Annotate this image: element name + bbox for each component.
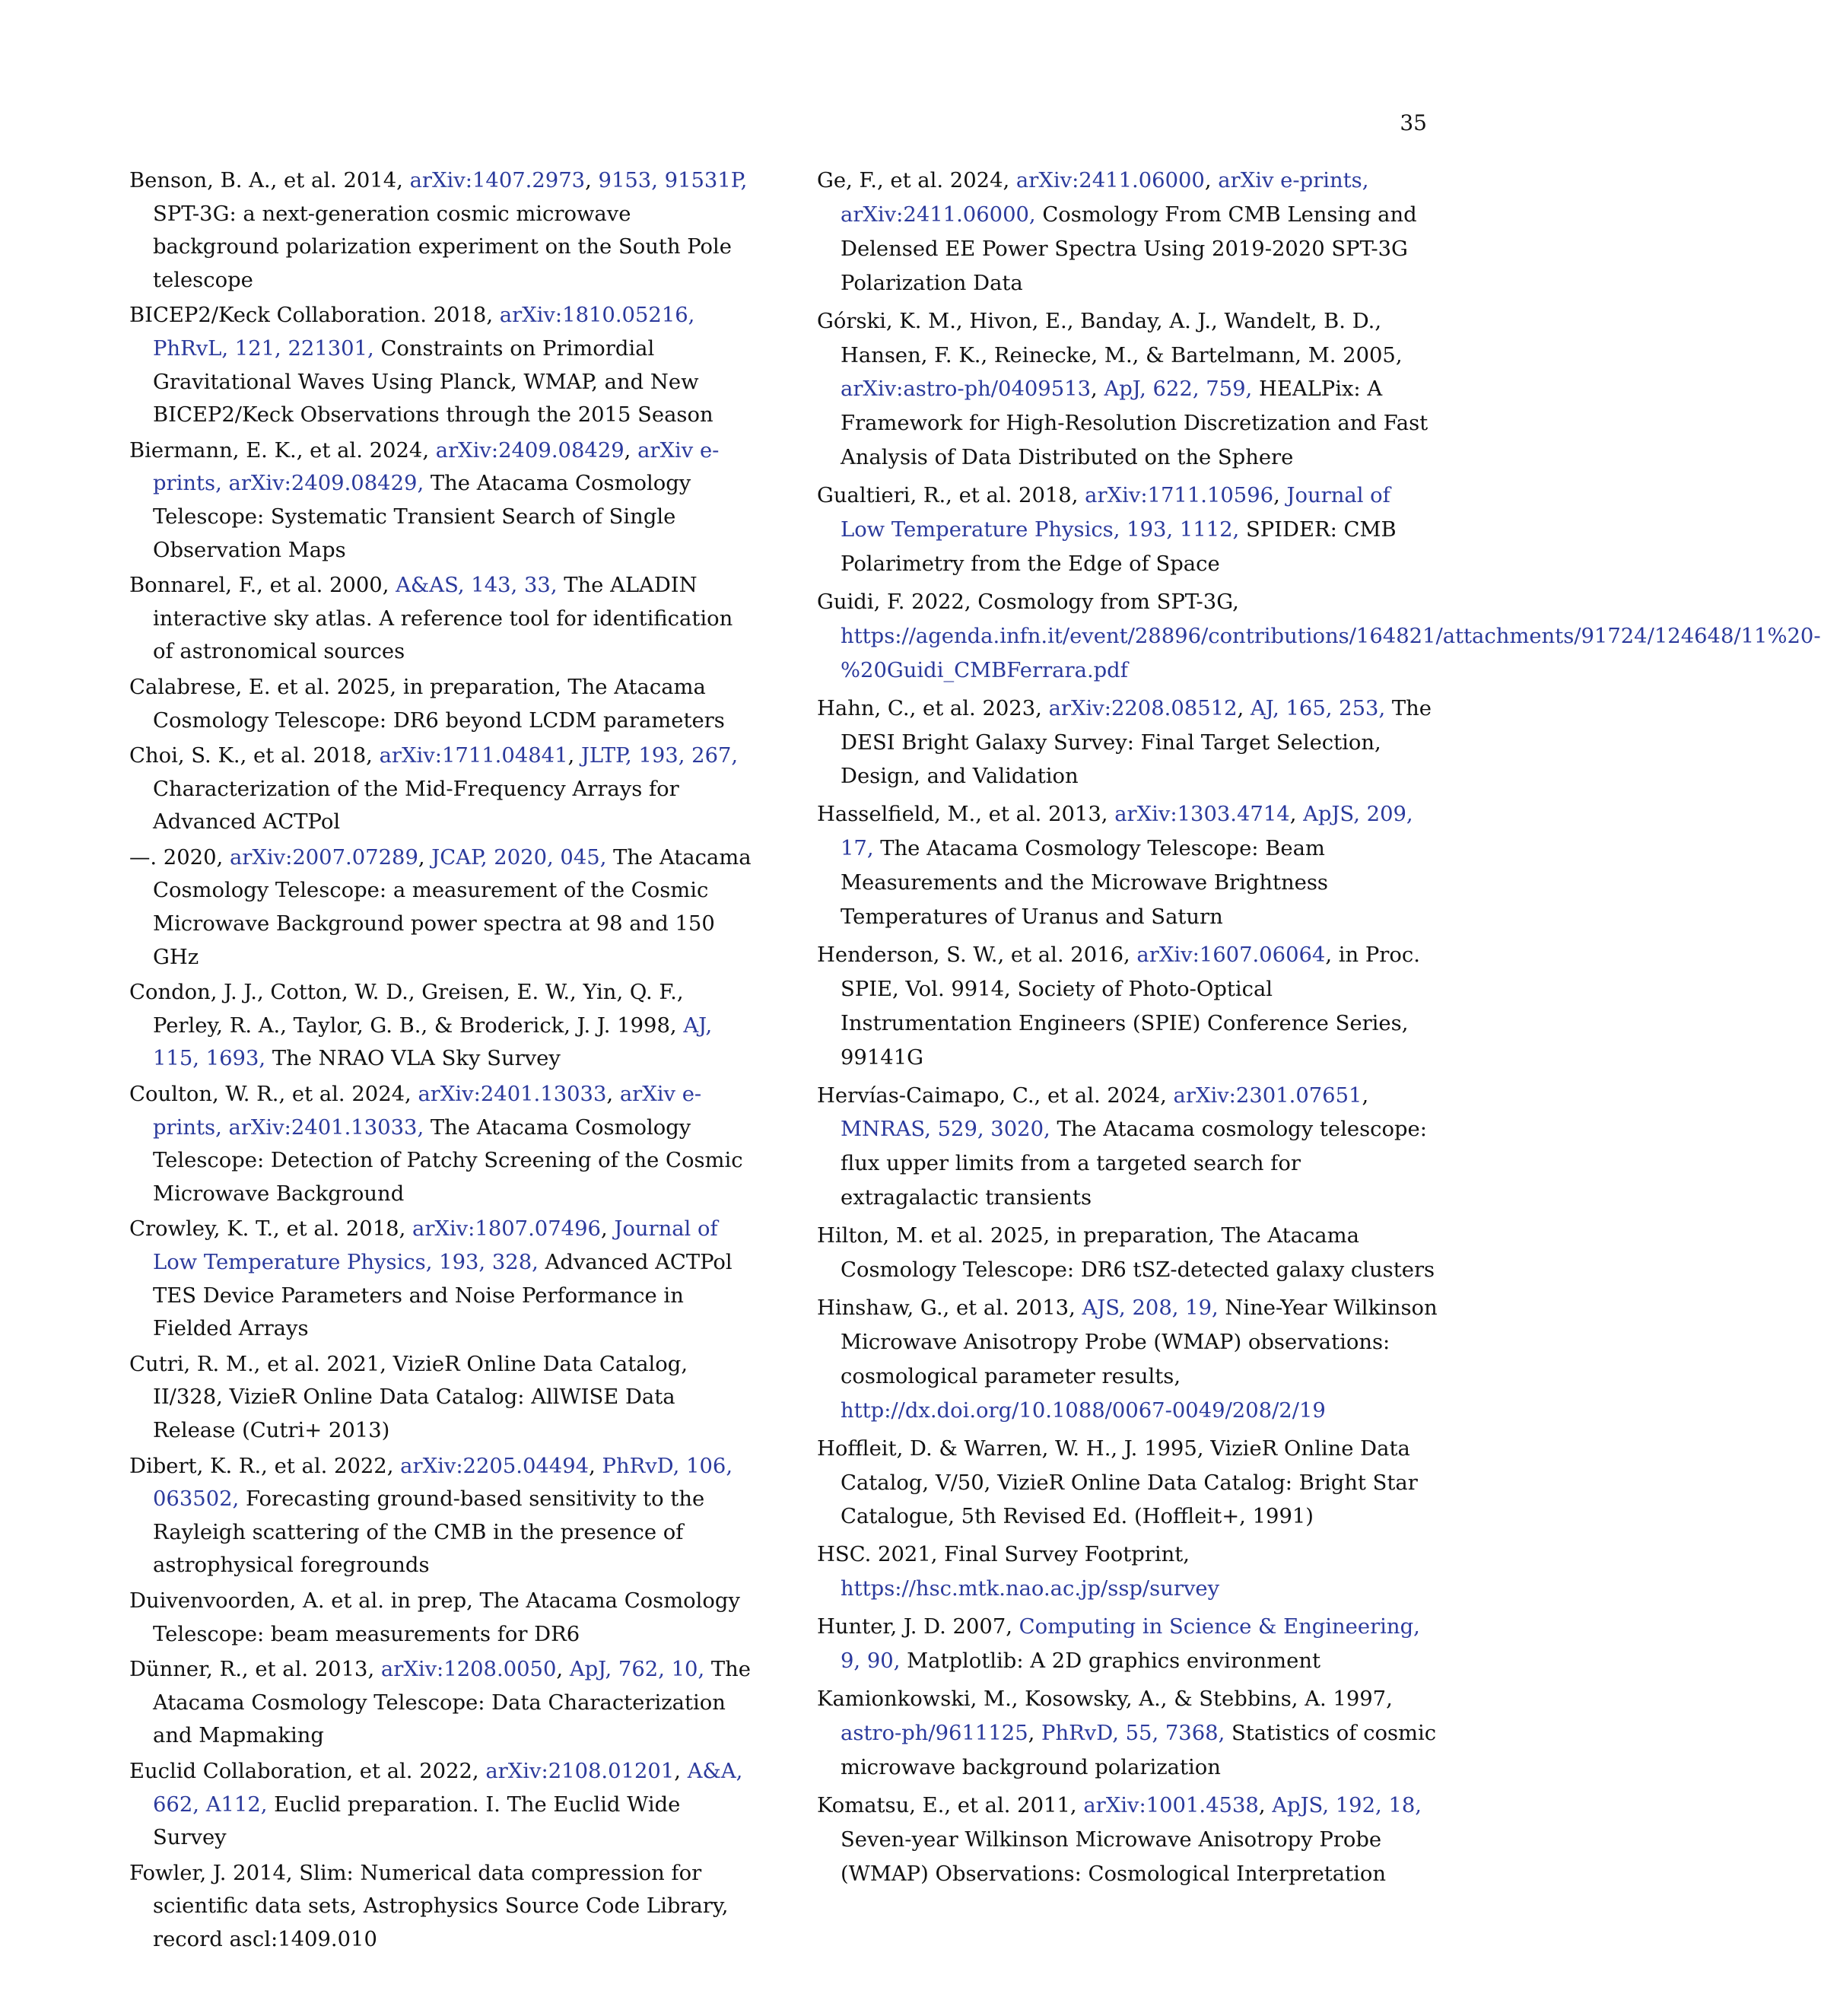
reference-link[interactable]: arXiv:1208.0050 xyxy=(380,1658,557,1682)
reference-text: Seven-year Wilkinson Microwave Anisotropy Probe (WMAP) Observations: Cosmological Interpretation xyxy=(841,1827,1387,1886)
reference-link[interactable]: MNRAS, 529, 3020, xyxy=(841,1118,1050,1142)
reference-link[interactable]: Journal of Low Temperature Physics, 193, 328, xyxy=(153,1217,718,1274)
reference-text: , xyxy=(606,1083,620,1107)
reference-link[interactable]: https://agenda.infn.it/event/28896/contributions/164821/attachments/91724/124648/11%20-%20Guidi_CMBFerrara.pdf xyxy=(841,624,1821,682)
reference-entry xyxy=(817,1789,1441,1892)
reference-entry xyxy=(817,1292,1441,1429)
reference-link[interactable]: arXiv:1711.04841 xyxy=(379,744,568,768)
reference-text: Statistics of cosmic microwave background polarization xyxy=(841,1721,1437,1779)
reference-text: Gualtieri, R., et al. 2018, xyxy=(817,484,1085,508)
reference-entry xyxy=(817,1080,1441,1216)
reference-entry xyxy=(129,434,752,567)
reference-entry xyxy=(817,939,1441,1076)
reference-text: The ALADIN interactive sky atlas. A reference tool for identification of astronomical sources xyxy=(153,574,733,664)
reference-link[interactable]: arXiv:2205.04494 xyxy=(400,1454,590,1478)
reference-entry xyxy=(129,739,752,839)
reference-text: Henderson, S. W., et al. 2016, xyxy=(817,943,1137,967)
reference-entry xyxy=(817,798,1441,935)
reference-text: Condon, J. J., Cotton, W. D., Greisen, E. W., Yin, Q. F., Perley, R. A., Taylor, G. B., & Broderick, J. J. 1998, xyxy=(129,981,684,1038)
reference-link[interactable]: arXiv:2007.07289 xyxy=(229,845,418,870)
reference-link[interactable]: arXiv:1711.10596 xyxy=(1085,484,1274,508)
reference-text: The Atacama Cosmology Telescope: a measurement of the Cosmic Microwave Background power spectra at 98 and 150 GHz xyxy=(153,845,752,969)
reference-text: —. 2020, xyxy=(129,845,230,870)
reference-entry xyxy=(817,1538,1441,1607)
reference-link[interactable]: Journal of Low Temperature Physics, 193, 1112, xyxy=(841,484,1390,542)
reference-text: Hilton, M. et al. 2025, in preparation, The Atacama Cosmology Telescope: DR6 tSZ-detected galaxy clusters xyxy=(817,1224,1435,1283)
reference-text: , xyxy=(1204,169,1219,192)
reference-link[interactable]: arXiv e-prints, arXiv:2409.08429, xyxy=(153,438,720,496)
reference-text: Hoffleit, D. & Warren, W. H., J. 1995, VizieR Online Data Catalog, V/50, VizieR Online Data Catalog: Bright Star Catalogue, 5th Revised Ed. (Hoffleit+, 1991) xyxy=(817,1436,1418,1529)
reference-text: Hinshaw, G., et al. 2013, xyxy=(817,1296,1082,1320)
reference-text: , xyxy=(1237,696,1251,720)
reference-text: , xyxy=(585,169,599,192)
reference-entry xyxy=(817,1433,1441,1535)
reference-text: , xyxy=(1289,803,1304,827)
reference-link[interactable]: arXiv:2108.01201 xyxy=(485,1759,675,1783)
reference-text: Crowley, K. T., et al. 2018, xyxy=(129,1217,412,1242)
reference-text: The NRAO VLA Sky Survey xyxy=(265,1047,561,1071)
reference-entry xyxy=(129,1653,752,1753)
reference-text: SPT-3G: a next-generation cosmic microwave background polarization experiment on the South Pole telescope xyxy=(153,202,732,292)
reference-text: , xyxy=(1258,1793,1273,1817)
reference-link[interactable]: arXiv:1607.06064 xyxy=(1136,943,1326,967)
reference-text: SPIDER: CMB Polarimetry from the Edge of Space xyxy=(841,518,1397,576)
reference-text: Coulton, W. R., et al. 2024, xyxy=(129,1083,418,1107)
reference-link[interactable]: AJS, 208, 19, xyxy=(1082,1296,1219,1320)
reference-text: , xyxy=(1362,1083,1369,1108)
references-left-column xyxy=(129,164,752,1958)
reference-text: Forecasting ground-based sensitivity to the Rayleigh scattering of the CMB in the presence of astrophysical foregrounds xyxy=(153,1487,705,1578)
reference-text: Advanced ACTPol TES Device Parameters and Noise Performance in Fielded Arrays xyxy=(153,1251,733,1341)
reference-text: The Atacama Cosmology Telescope: Beam Measurements and the Microwave Brightness Temperatures of Uranus and Saturn xyxy=(841,837,1328,930)
reference-text: Constraints on Primordial Gravitational Waves Using Planck, WMAP, and New BICEP2/Keck Observations through the 2015 Season xyxy=(153,336,713,428)
reference-text: , xyxy=(556,1658,570,1682)
reference-link[interactable]: ApJS, 192, 18, xyxy=(1272,1793,1422,1817)
references-right-column xyxy=(817,164,1821,1895)
reference-entry xyxy=(129,841,752,974)
reference-text: Biermann, E. K., et al. 2024, xyxy=(129,438,436,463)
reference-link[interactable]: A&AS, 143, 33, xyxy=(396,574,558,598)
reference-entry xyxy=(817,1219,1441,1288)
reference-link[interactable]: arXiv e-prints, arXiv:2401.13033, xyxy=(153,1083,702,1140)
reference-link[interactable]: arXiv:1810.05216, xyxy=(499,304,695,328)
page-number: 35 xyxy=(1400,110,1427,135)
reference-link[interactable]: ApJS, 209, 17, xyxy=(841,803,1413,861)
reference-text: , xyxy=(418,845,432,870)
reference-entry xyxy=(817,1611,1441,1679)
reference-entry xyxy=(129,1213,752,1345)
reference-text: Dünner, R., et al. 2013, xyxy=(129,1658,381,1682)
reference-text: Fowler, J. 2014, Slim: Numerical data compression for scientific data sets, Astrophysics Source Code Library, record ascl:1409.010 xyxy=(129,1861,729,1951)
reference-link[interactable]: ApJ, 762, 10, xyxy=(569,1658,705,1682)
reference-link[interactable]: http://dx.doi.org/10.1088/0067-0049/208/2/19 xyxy=(841,1398,1326,1423)
reference-text: Calabrese, E. et al. 2025, in preparation, The Atacama Cosmology Telescope: DR6 beyond LCDM parameters xyxy=(129,675,725,733)
reference-text: The Atacama cosmology telescope: flux upper limits from a targeted search for extragalactic transients xyxy=(841,1118,1427,1210)
reference-entry xyxy=(817,1683,1441,1785)
reference-text: Characterization of the Mid-Frequency Arrays for Advanced ACTPol xyxy=(153,777,679,835)
reference-text: , xyxy=(1273,484,1287,508)
reference-link[interactable]: PhRvD, 55, 7368, xyxy=(1041,1721,1225,1745)
reference-text: Dibert, K. R., et al. 2022, xyxy=(129,1454,401,1478)
reference-text: HSC. 2021, Final Survey Footprint, xyxy=(817,1543,1190,1567)
reference-text: Benson, B. A., et al. 2014, xyxy=(129,169,410,192)
reference-entry xyxy=(129,1857,752,1957)
reference-link[interactable]: https://hsc.mtk.nao.ac.jp/ssp/survey xyxy=(841,1577,1220,1601)
reference-link[interactable]: AJ, 115, 1693, xyxy=(153,1013,713,1071)
reference-text: Guidi, F. 2022, Cosmology from SPT-3G, xyxy=(817,590,1239,614)
reference-text: Cutri, R. M., et al. 2021, VizieR Online Data Catalog, II/328, VizieR Online Data Catalog: AllWISE Data Release (Cutri+ 2013) xyxy=(129,1352,688,1442)
reference-text: Hervías-Caimapo, C., et al. 2024, xyxy=(817,1083,1174,1108)
reference-link[interactable]: arXiv:astro-ph/0409513 xyxy=(841,377,1092,402)
reference-link[interactable]: arXiv:1001.4538 xyxy=(1083,1793,1259,1817)
reference-entry xyxy=(129,671,752,737)
reference-text: , xyxy=(1028,1721,1042,1745)
reference-text: Hahn, C., et al. 2023, xyxy=(817,696,1049,720)
reference-text: Górski, K. M., Hivon, E., Banday, A. J., Wandelt, B. D., Hansen, F. K., Reinecke, M., & Bartelmann, M. 2005, xyxy=(817,309,1403,367)
reference-text: , xyxy=(1091,377,1104,402)
reference-link[interactable]: arXiv:2409.08429 xyxy=(435,438,624,463)
reference-entry xyxy=(129,299,752,431)
reference-text: Duivenvoorden, A. et al. in prep, The Atacama Cosmology Telescope: beam measurements for DR6 xyxy=(129,1588,740,1646)
reference-link[interactable]: ApJ, 622, 759, xyxy=(1104,377,1253,402)
reference-link[interactable]: Computing in Science & Engineering, 9, 90, xyxy=(841,1615,1420,1674)
reference-link[interactable]: JLTP, 193, 267, xyxy=(580,744,739,768)
reference-text: Cosmology From CMB Lensing and Delensed EE Power Spectra Using 2019-2020 SPT-3G Polarization Data xyxy=(841,202,1417,295)
reference-link[interactable]: arXiv:1807.07496 xyxy=(412,1217,601,1242)
reference-link[interactable]: JCAP, 2020, 045, xyxy=(431,845,607,870)
reference-link[interactable]: arXiv:2208.08512 xyxy=(1048,696,1238,720)
reference-text: Hunter, J. D. 2007, xyxy=(817,1615,1019,1639)
reference-text: Matplotlib: A 2D graphics environment xyxy=(900,1649,1320,1674)
reference-text: , xyxy=(589,1454,602,1478)
reference-link[interactable]: AJ, 165, 253, xyxy=(1250,696,1386,720)
reference-link[interactable]: PhRvL, 121, 221301, xyxy=(153,336,374,361)
reference-link[interactable]: PhRvD, 106, 063502, xyxy=(153,1454,733,1512)
reference-link[interactable]: arXiv e-prints, arXiv:2411.06000, xyxy=(841,169,1369,227)
reference-link[interactable]: arXiv:2301.07651 xyxy=(1173,1083,1362,1108)
reference-entry xyxy=(817,164,1441,301)
reference-entry xyxy=(129,1078,752,1210)
reference-entry xyxy=(129,1585,752,1651)
reference-entry xyxy=(817,305,1441,476)
reference-text: Hasselfield, M., et al. 2013, xyxy=(817,803,1115,827)
reference-link[interactable]: 9153, 91531P, xyxy=(598,169,748,192)
reference-link[interactable]: A&A, 662, A112, xyxy=(153,1759,743,1817)
reference-text: Nine-Year Wilkinson Microwave Anisotropy Probe (WMAP) observations: cosmological parameter results, xyxy=(841,1296,1438,1388)
reference-text: The DESI Bright Galaxy Survey: Final Target Selection, Design, and Validation xyxy=(841,696,1432,789)
reference-text: The Atacama Cosmology Telescope: Systematic Transient Search of Single Observation Maps xyxy=(153,472,691,562)
reference-text: , xyxy=(674,1759,688,1783)
reference-text: , in Proc. SPIE, Vol. 9914, Society of Photo-Optical Instrumentation Engineers (SPIE) Conference Series, 99141G xyxy=(841,943,1420,1070)
reference-entry xyxy=(129,1755,752,1855)
reference-text: , xyxy=(624,438,638,463)
reference-link[interactable]: arXiv:2401.13033 xyxy=(418,1083,607,1107)
reference-entry xyxy=(129,164,752,297)
reference-link[interactable]: astro-ph/9611125 xyxy=(841,1721,1028,1745)
reference-text: Ge, F., et al. 2024, xyxy=(817,169,1016,192)
reference-text: Bonnarel, F., et al. 2000, xyxy=(129,574,396,598)
reference-link[interactable]: arXiv:1303.4714 xyxy=(1114,803,1290,827)
reference-entry xyxy=(817,692,1441,795)
reference-text: , xyxy=(567,744,581,768)
reference-text: The Atacama Cosmology Telescope: Detection of Patchy Screening of the Cosmic Microwave Background xyxy=(153,1115,743,1206)
reference-text: Euclid preparation. I. The Euclid Wide Survey xyxy=(153,1792,681,1850)
reference-text: Choi, S. K., et al. 2018, xyxy=(129,744,380,768)
reference-text: Euclid Collaboration, et al. 2022, xyxy=(129,1759,486,1783)
reference-entry xyxy=(817,479,1441,582)
reference-entry xyxy=(129,1348,752,1448)
reference-text: Komatsu, E., et al. 2011, xyxy=(817,1793,1084,1817)
reference-text: BICEP2/Keck Collaboration. 2018, xyxy=(129,304,500,328)
reference-entry xyxy=(129,1450,752,1582)
reference-text: , xyxy=(600,1217,615,1242)
reference-text: HEALPix: A Framework for High-Resolution Discretization and Fast Analysis of Data Distributed on the Sphere xyxy=(841,377,1429,470)
reference-text: Kamionkowski, M., Kosowsky, A., & Stebbins, A. 1997, xyxy=(817,1687,1393,1711)
reference-entry xyxy=(129,569,752,669)
reference-link[interactable]: arXiv:2411.06000 xyxy=(1015,169,1205,192)
reference-link[interactable]: arXiv:1407.2973 xyxy=(409,169,586,192)
reference-entry xyxy=(817,586,1821,688)
reference-text: The Atacama Cosmology Telescope: Data Characterization and Mapmaking xyxy=(153,1658,752,1748)
reference-entry xyxy=(129,976,752,1076)
